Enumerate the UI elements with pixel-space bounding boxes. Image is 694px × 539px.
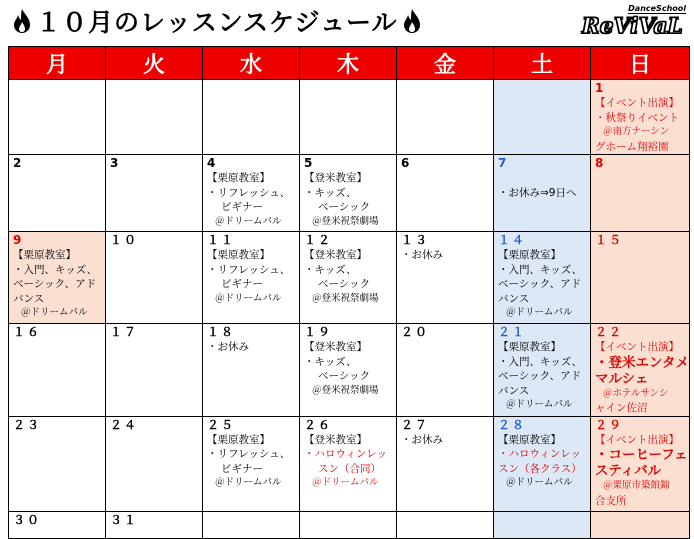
schedule-line: ・お休み [207,341,249,353]
calendar-day-cell [591,416,690,511]
schedule-line: ＠ドリームパル [215,477,282,488]
day-number: １９ [304,325,333,339]
day-number: １０ [110,233,139,247]
flame-icon [12,8,32,34]
schedule-line: 【栗原教室】 [207,249,270,261]
weekday-mon: 月 [9,47,106,80]
schedule-line: ベーシック [318,370,371,382]
day-number [203,512,299,513]
weekday-fri: 金 [397,47,494,80]
calendar-day-cell [203,511,300,538]
title-text: １０月のレッスンスケジュール [36,8,398,37]
weekday-sat: 土 [494,47,591,80]
calendar-day-cell [494,324,591,417]
schedule-line: ・キッズ、 [304,186,357,199]
page-header [0,0,694,42]
schedule-line: ＠ドリームパル [506,477,573,488]
calendar-day-cell [494,232,591,324]
schedule-line: ・リフレッシュ、 [207,448,291,460]
calendar-day-cell [203,155,300,232]
schedule-line: ・キッズ、 [304,263,357,276]
calendar-day-cell [106,80,203,155]
schedule-line: ベーシック [318,278,371,290]
day-number: 6 [401,156,412,170]
day-number: ２３ [13,417,42,432]
schedule-line: ＠登米祝祭劇場 [312,215,379,227]
calendar-day-cell [203,416,300,511]
schedule-line: グホーム翔裕園 [595,140,669,153]
schedule-line: 合支所 [595,494,627,507]
calendar-day-cell [106,155,203,232]
day-number: ２６ [304,417,333,432]
day-number: ２９ [595,417,624,432]
day-number [591,512,689,513]
day-number: ２８ [498,417,527,432]
calendar-day-cell [397,324,494,417]
schedule-line: マルシェ [595,370,649,387]
schedule-line [494,171,590,186]
calendar-week-row [9,232,690,324]
schedule-line: 【イベント出演】 [595,433,679,446]
schedule-line: ＠ドリームパル [21,307,88,318]
day-number: 7 [498,156,509,170]
schedule-line: ・ハロウィンレッ [304,448,388,460]
calendar-day-cell [106,232,203,324]
calendar-day-cell [203,80,300,155]
calendar-day-cell [300,416,397,511]
school-logo [578,4,690,38]
day-number [300,80,396,81]
schedule-line: ・秋祭りイベント [595,111,679,124]
day-number: １３ [401,233,430,247]
day-number: １４ [498,233,527,247]
calendar-day-cell [300,155,397,232]
weekday-header-row [9,47,690,80]
day-number [397,80,493,81]
schedule-line: 【栗原教室】 [207,172,270,184]
schedule-line: 【栗原教室】 [207,433,270,446]
schedule-line: ＠ドリームパル [312,477,379,488]
schedule-line: ビギナー [221,201,263,213]
calendar-week-row [9,80,690,155]
calendar-day-cell [300,324,397,417]
calendar-day-cell [397,155,494,232]
day-number: １５ [595,233,624,247]
day-number: １８ [207,325,236,339]
schedule-line: ・お休み [401,433,443,446]
schedule-line: ＠ドリームパル [506,399,573,410]
calendar-day-cell [9,324,106,417]
calendar-day-cell [203,324,300,417]
schedule-line: ＠ドリームパル [215,215,282,227]
calendar-day-cell [300,511,397,538]
day-number: １６ [13,325,42,339]
calendar-week-row [9,511,690,538]
calendar-day-cell [106,324,203,417]
day-number: 9 [13,233,24,247]
day-number: １７ [110,325,139,339]
schedule-line: ベーシック、アド [13,278,97,290]
schedule-line: 【栗原教室】 [498,433,561,446]
day-number [494,512,590,513]
schedule-line: ベーシック、アド [498,370,582,382]
calendar-day-cell [9,416,106,511]
schedule-line: ・コーヒーフェ [595,447,688,463]
day-number: ２７ [401,417,430,432]
calendar-day-cell [300,80,397,155]
schedule-line: ＠ドリームパル [506,307,573,318]
weekday-tue: 火 [106,47,203,80]
day-number: 3 [110,156,121,170]
day-number [397,512,493,513]
calendar-day-cell [397,80,494,155]
calendar-week-row [9,155,690,232]
calendar-day-cell [494,416,591,511]
schedule-line: ベーシック [318,201,371,213]
calendar-day-cell [591,324,690,417]
day-number: ３１ [110,512,139,527]
day-number: ２４ [110,417,139,432]
day-number: 1 [595,81,606,95]
day-number: ２２ [595,325,624,339]
calendar-day-cell [397,232,494,324]
schedule-line: ＠栗原市築館錦 [603,480,670,491]
day-number: 8 [595,156,606,170]
day-number: 5 [304,156,315,170]
weekday-thu: 木 [300,47,397,80]
schedule-line: バンス [498,292,530,305]
schedule-line: ・入門、キッズ、 [13,263,98,276]
schedule-line: ・登米エンタメ [595,354,689,371]
logo-subtitle: DanceSchool [628,4,686,13]
schedule-line: ・入門、キッズ、 [498,355,583,368]
schedule-line: ＠ホテルサンシ [603,387,669,399]
day-number: ２５ [207,417,236,432]
calendar-day-cell [9,155,106,232]
day-number: 2 [13,156,24,170]
calendar-day-cell [591,232,690,324]
schedule-line: 【登米教室】 [304,249,367,261]
calendar-day-cell [494,511,591,538]
schedule-line: ・入門、キッズ、 [498,263,583,276]
schedule-line: バンス [13,292,45,305]
schedule-line: 【登米教室】 [304,341,367,353]
schedule-line: 【栗原教室】 [498,341,561,353]
schedule-line: ・リフレッシュ、 [207,263,291,276]
schedule-line: ・キッズ、 [304,355,357,368]
schedule-line: 【イベント出演】 [595,97,679,109]
schedule-line: ＠南方ナーシン [603,126,670,137]
schedule-calendar [8,46,690,539]
logo-name: ReViVaL [582,13,683,38]
schedule-line: ビギナー [221,462,263,475]
schedule-line: ・お休み [401,249,443,261]
schedule-line: ャイン佐沼 [595,402,648,414]
calendar-day-cell [494,80,591,155]
page-title [8,4,426,38]
day-number [9,80,105,81]
calendar-day-cell [106,511,203,538]
schedule-line: ビギナー [221,278,263,290]
calendar-day-cell [9,511,106,538]
day-number: １１ [207,233,236,247]
weekday-sun: 日 [591,47,690,80]
schedule-line: スン（合同） [318,462,381,475]
schedule-line: 【登米教室】 [304,172,367,184]
calendar-day-cell [591,80,690,155]
day-number: １２ [304,233,333,247]
day-number [300,512,396,513]
day-number [203,80,299,81]
calendar-day-cell [494,155,591,232]
calendar-week-row [9,324,690,417]
schedule-line: ・ハロウィンレッ [498,448,582,460]
weekday-wed: 水 [203,47,300,80]
calendar-week-row [9,416,690,511]
calendar-day-cell [591,511,690,538]
day-number [494,80,590,81]
calendar-day-cell [203,232,300,324]
schedule-line: ＠ドリームパル [215,292,282,304]
schedule-line: スティバル [595,463,662,479]
calendar-day-cell [397,511,494,538]
schedule-line: ＠登米祝祭劇場 [312,384,379,396]
schedule-line: 【栗原教室】 [13,249,76,261]
schedule-line: 【登米教室】 [304,433,367,446]
day-number [106,80,202,81]
calendar-day-cell [9,80,106,155]
schedule-line: ＠登米祝祭劇場 [312,292,379,304]
schedule-line: 【栗原教室】 [498,249,561,261]
day-number: ２１ [498,325,527,339]
calendar-day-cell [591,155,690,232]
day-number: ３０ [13,512,42,527]
calendar-day-cell [9,232,106,324]
schedule-line: スン（各クラス） [498,462,582,475]
schedule-line: ベーシック、アド [498,278,582,290]
day-number: 4 [207,156,218,170]
calendar-day-cell [106,416,203,511]
flame-icon [402,8,422,34]
day-number: ２０ [401,325,430,339]
schedule-line: 【イベント出演】 [595,341,679,353]
calendar-day-cell [300,232,397,324]
schedule-line: ・リフレッシュ、 [207,186,291,199]
schedule-line: バンス [498,384,530,397]
calendar-day-cell [397,416,494,511]
schedule-line: ・お休み⇒9日へ [498,186,577,199]
